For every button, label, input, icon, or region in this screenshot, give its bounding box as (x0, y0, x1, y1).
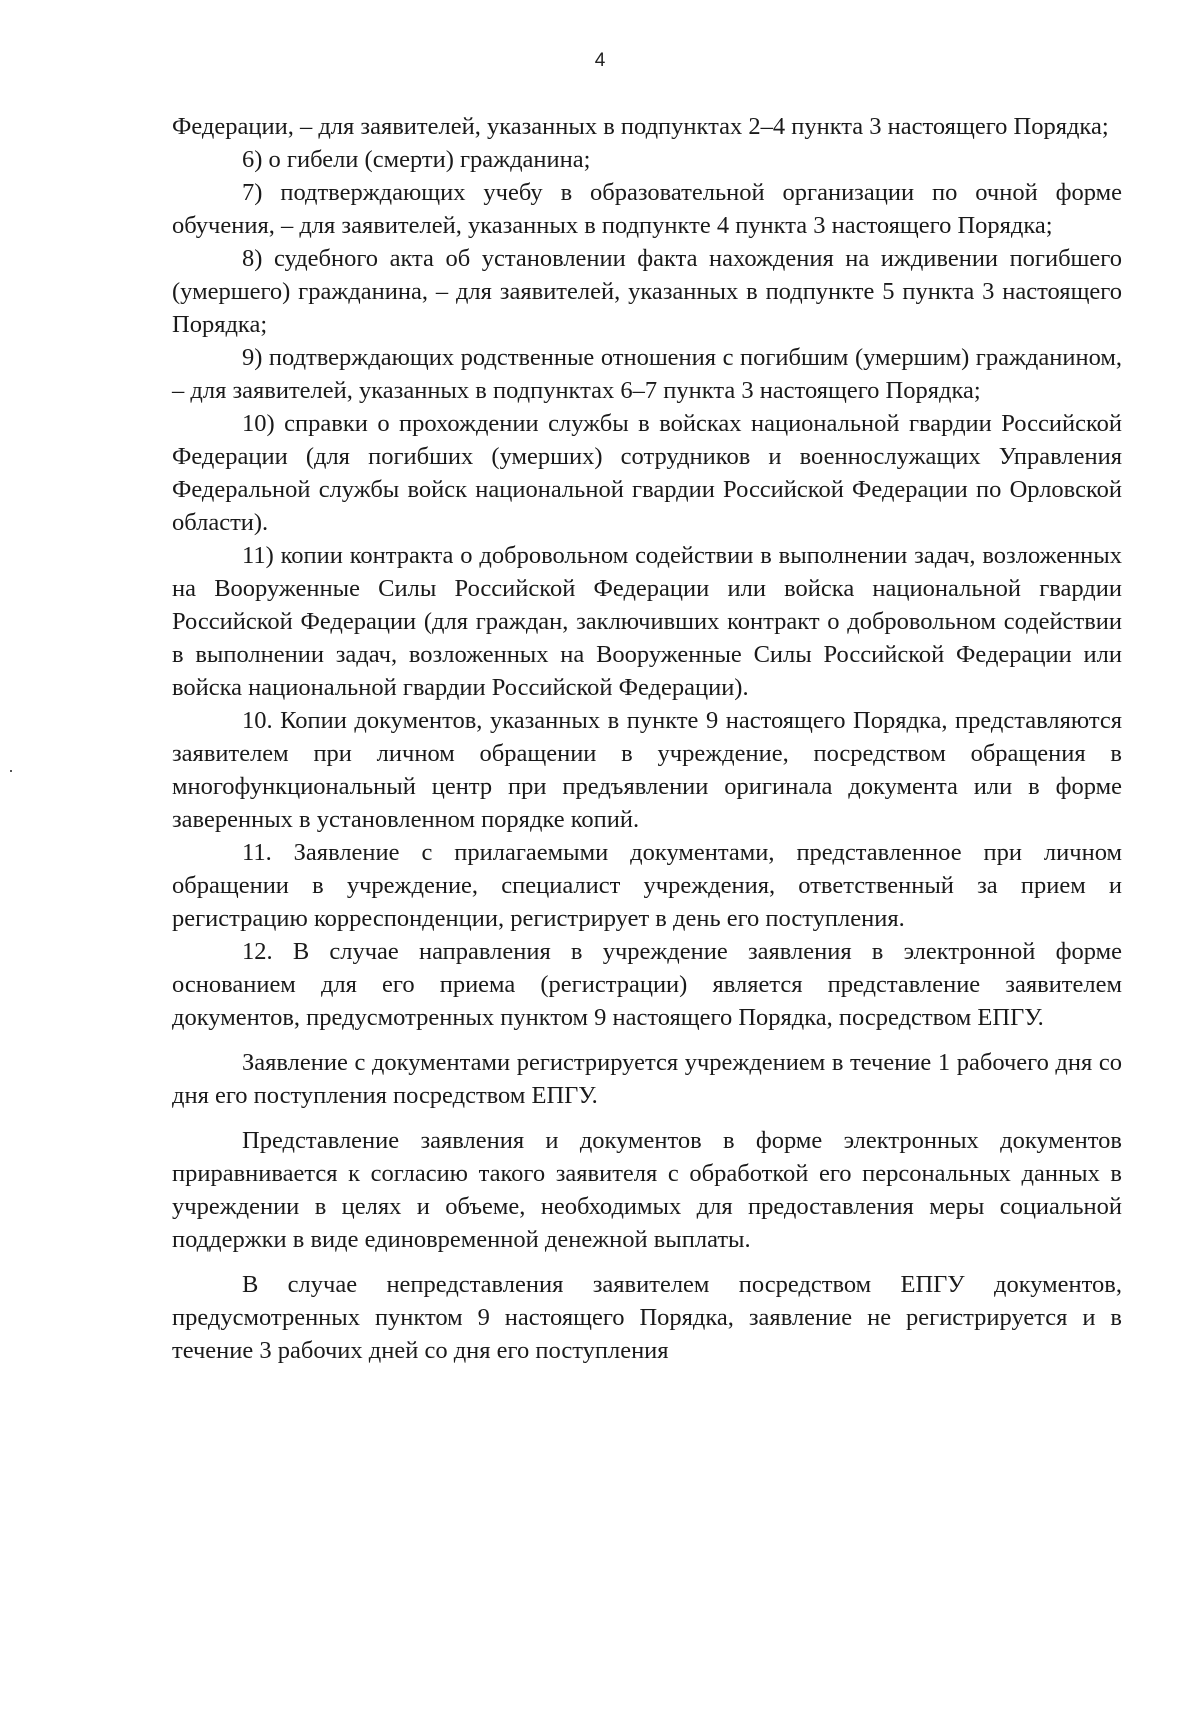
paragraph-item-10: 10) справки о прохождении службы в войсках национальной гвардии Российской Федерации (для погибших (умерших) сотрудников и военнослужащих Управления Федеральной службы войск национальной гвардии Российской Федерации по Орловской области). (172, 410, 1122, 536)
page-number: 4 (594, 50, 606, 71)
paragraph-item-8: 8) судебного акта об установлении факта нахождения на иждивении погибшего (умершего) гражданина, – для заявителей, указанных в подпункте 5 пункта 3 настоящего Порядка; (172, 245, 1122, 338)
paragraph-clause-10: 10. Копии документов, указанных в пункте 9 настоящего Порядка, представляются заявителем при личном обращении в учреждение, посредством обращения в многофункциональный центр при предъявлении оригинала документа или в форме заверенных в установленном порядке копий. (172, 707, 1122, 833)
paragraph-registration: Заявление с документами регистрируется учреждением в течение 1 рабочего дня со дня его поступления посредством ЕПГУ. (172, 1049, 1122, 1109)
paragraph-item-6: 6) о гибели (смерти) гражданина; (242, 146, 591, 173)
paragraph-clause-11: 11. Заявление с прилагаемыми документами, представленное при личном обращении в учреждение, специалист учреждения, ответственный за прием и регистрацию корреспонденции, регистрирует в день его поступления. (172, 839, 1122, 932)
paragraph-non-submission: В случае непредставления заявителем посредством ЕПГУ документов, предусмотренных пунктом 9 настоящего Порядка, заявление не регистрируется и в течение 3 рабочих дней со дня его поступления (172, 1271, 1122, 1364)
scan-speck (10, 770, 12, 772)
paragraph-item-9: 9) подтверждающих родственные отношения с погибшим (умершим) гражданином, – для заявителей, указанных в подпунктах 6–7 пункта 3 настоящего Порядка; (172, 344, 1122, 404)
paragraph-clause-12: 12. В случае направления в учреждение заявления в электронной форме основанием для его приема (регистрации) является представление заявителем документов, предусмотренных пунктом 9 настоящего Порядка, посредством ЕПГУ. (172, 938, 1122, 1031)
paragraph-continuation: Федерации, – для заявителей, указанных в подпунктах 2–4 пункта 3 настоящего Порядка; (172, 113, 1109, 140)
paragraph-item-7: 7) подтверждающих учебу в образовательной организации по очной форме обучения, – для заявителей, указанных в подпункте 4 пункта 3 настоящего Порядка; (172, 179, 1122, 239)
document-body (172, 110, 1122, 1367)
paragraph-item-11: 11) копии контракта о добровольном содействии в выполнении задач, возложенных на Вооруженные Силы Российской Федерации или войска национальной гвардии Российской Федерации (для граждан, заключивших контракт о добровольном содействии в выполнении задач, возложенных на Вооруженные Силы Российской Федерации или войска национальной гвардии Российской Федерации). (172, 542, 1122, 701)
paragraph-consent: Представление заявления и документов в форме электронных документов приравнивается к согласию такого заявителя с обработкой его персональных данных в учреждении в целях и объеме, необходимых для предоставления меры социальной поддержки в виде единовременной денежной выплаты. (172, 1127, 1122, 1253)
